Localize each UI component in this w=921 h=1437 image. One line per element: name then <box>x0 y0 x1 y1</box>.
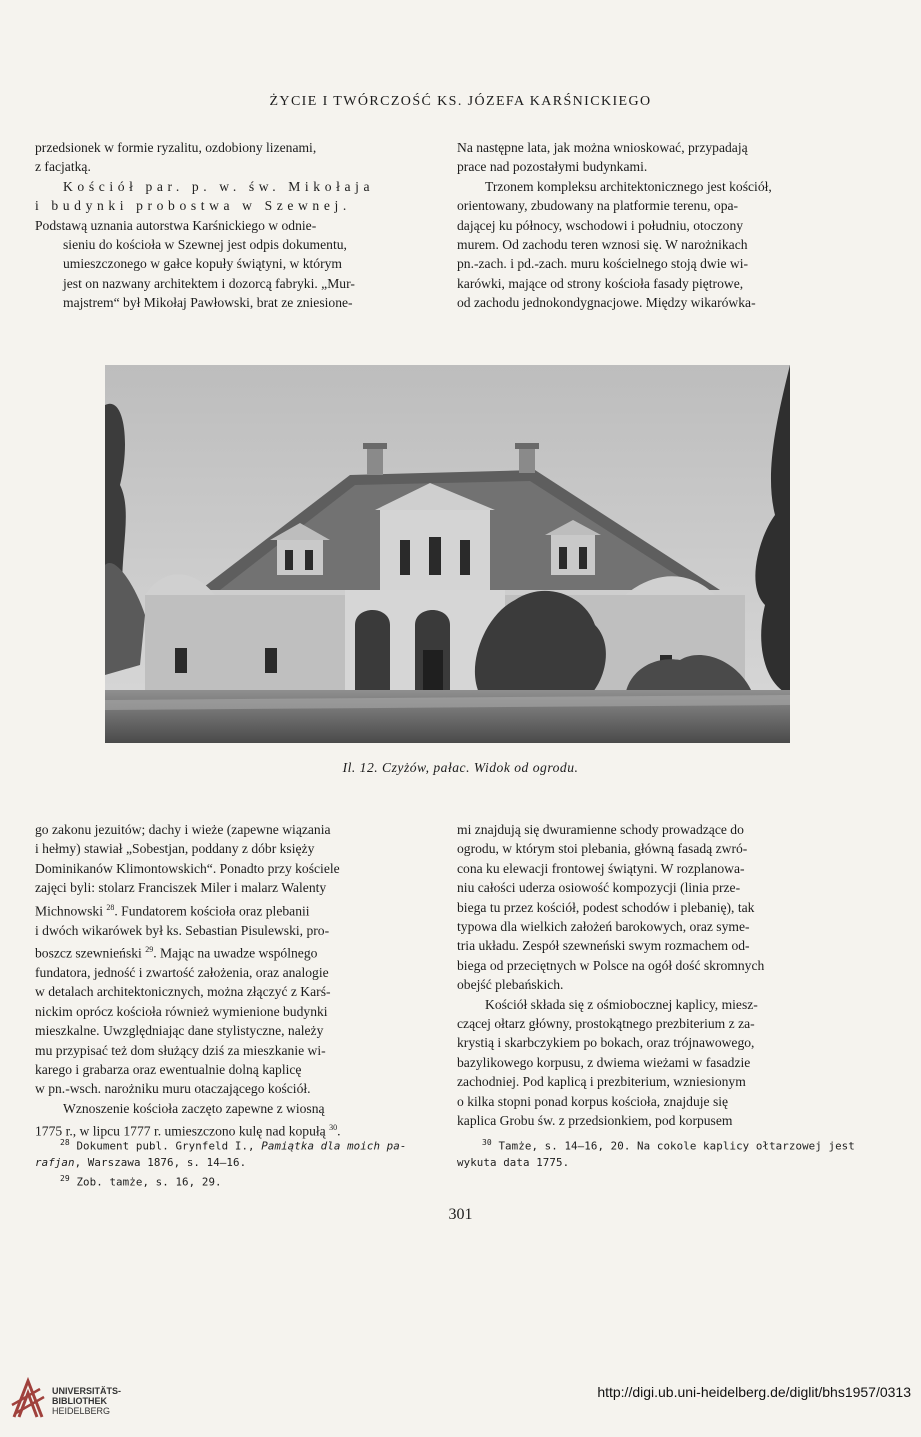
footnote-text: Dokument publ. Grynfeld I., <box>76 1139 262 1153</box>
text-line: zachodniej. Pod kaplicą i prezbiterium, wzniesionym <box>457 1074 746 1090</box>
footnote-title: Pamiątka dla moich pa- <box>261 1139 407 1153</box>
text-line: majstrem“ był Mikołaj Pawłowski, brat ze zniesione- <box>63 295 353 311</box>
text-line: biega od przeciętnych w Polsce na ogół dość skromnych <box>457 957 765 973</box>
text-line: Trzonem kompleksu architektonicznego jest kościół, <box>485 178 772 194</box>
text-line <box>35 898 435 921</box>
text-line: tria układu. Zespół szewneński swym rozmachem od- <box>457 938 750 954</box>
library-name-line: BIBLIOTHEK <box>52 1396 107 1406</box>
text-line: bazylikowego korpusu, z dwiema wieżami w fasadzie <box>457 1054 751 1070</box>
text-line: mieszkalne. Uwzględniając dane stylistyczne, należy <box>35 1023 324 1039</box>
paragraph <box>457 138 857 177</box>
footnote-30-cont <box>457 1155 872 1171</box>
text-line: z facjatką. <box>35 159 91 175</box>
text-line: obejść plebańskich. <box>457 977 564 993</box>
text-line: murem. Od zachodu teren wznosi się. W narożnikach <box>457 237 748 253</box>
text-line: czącej ołtarz główny, prostokątnego prezbiterium z za- <box>457 1016 755 1032</box>
text-line: przedsionek w formie ryzalitu, ozdobiony lizenami, <box>35 140 317 155</box>
footnote-29 <box>60 1171 440 1191</box>
paragraph <box>457 820 857 995</box>
paragraph <box>35 138 435 177</box>
text-line: Wznoszenie kościoła zaczęto zapewne z wiosną <box>63 1100 325 1116</box>
text-line: w detalach architektonicznych, można złączyć z Karś- <box>35 984 331 1000</box>
section-heading-spaced: i budynki probostwa w Szewnej. <box>35 198 351 214</box>
figure-caption: Il. 12. Czyżów, pałac. Widok od ogrodu. <box>342 760 579 775</box>
footnote-title: rafjan <box>35 1155 75 1169</box>
footnote-text: Zob. tamże, s. 16, 29. <box>76 1175 222 1189</box>
text-line: prace nad pozostałymi budynkami. <box>457 159 648 175</box>
footnote-ref-28[interactable]: 28 <box>106 902 115 912</box>
text-fragment: Michnowski <box>35 903 103 919</box>
footnote-ref-30[interactable]: 30 <box>329 1123 338 1133</box>
footnotes-right <box>457 1135 872 1171</box>
university-library-logo-icon <box>10 1377 46 1421</box>
paragraph <box>35 177 435 313</box>
footnote-ref-29[interactable]: 29 <box>145 944 154 954</box>
text-line: go zakonu jezuitów; dachy i wieże (zapewne wiązania <box>35 822 331 837</box>
text-line: biega tu przez kościół, podest schodów i plebanię), tak <box>457 899 755 915</box>
text-line: fundatora, jedność i zwartość założenia, oraz analogie <box>35 964 329 980</box>
text-line: nickim oprócz kościoła również wymienione budynki <box>35 1003 328 1019</box>
text-line: i hełmy) stawiał „Sobestjan, poddany z dóbr księży <box>35 841 315 857</box>
library-name <box>52 1386 121 1416</box>
text-line: karówki, mające od strony kościoła fasady piętrowe, <box>457 275 744 291</box>
text-line: zajęci byli: stolarz Franciszek Miler i malarz Walenty <box>35 880 327 896</box>
text-line: Podstawą uznania autorstwa Karśnickiego w odnie- <box>35 217 317 233</box>
text-fragment: . Mając na uwadze wspólnego <box>153 945 318 961</box>
text-line: ogrodu, w którym stoi plebania, główną fasadą zwró- <box>457 841 748 857</box>
page-number: 301 <box>448 1206 473 1223</box>
palace-illustration <box>105 365 790 743</box>
text-line: sieniu do kościoła w Szewnej jest odpis dokumentu, <box>63 237 347 253</box>
footnote-text: wykuta data 1775. <box>457 1155 570 1169</box>
text-column-bottom-right <box>457 820 857 1131</box>
paragraph <box>35 820 435 1099</box>
text-line: karego i grabarza oraz ewentualnie dolną kaplicę <box>35 1061 302 1077</box>
footnote-28 <box>60 1135 440 1155</box>
footnote-text: , Warszawa 1876, s. 14—16. <box>74 1155 247 1169</box>
footnote-30 <box>482 1135 872 1155</box>
text-line: kaplica Grobu św. z przedsionkiem, pod korpusem <box>457 1113 733 1129</box>
text-line <box>35 940 435 963</box>
text-fragment: . Fundatorem kościoła oraz plebanii <box>114 903 310 919</box>
paragraph <box>457 177 857 313</box>
text-column-top-right <box>457 138 857 313</box>
footnote-number: 30 <box>482 1138 492 1147</box>
text-fragment: . <box>337 1123 341 1139</box>
text-line: dającej ku północy, wschodowi i południu, otoczony <box>457 217 744 233</box>
text-line: krystią i skarbczykiem po bokach, oraz trójnawowego, <box>457 1035 755 1051</box>
footnote-number: 29 <box>60 1173 70 1183</box>
text-column-top-left <box>35 138 435 313</box>
library-name-line: UNIVERSITÄTS- <box>52 1386 122 1396</box>
text-line: cona ku elewacji frontowej świątyni. W rozplanowa- <box>457 860 745 876</box>
text-line: Kościół składa się z ośmiobocznej kaplicy, miesz- <box>485 996 758 1012</box>
text-line: typowa dla wielkich założeń barokowych, oraz syme- <box>457 919 750 935</box>
footnote-number: 28 <box>60 1138 70 1147</box>
text-line: w pn.-wsch. narożniku muru otaczającego kościół. <box>35 1081 311 1097</box>
paragraph <box>457 995 857 1131</box>
text-line: pn.-zach. i pd.-zach. muru kościelnego stoją dwie wi- <box>457 256 749 272</box>
footnotes-left <box>35 1135 440 1190</box>
library-name-line: HEIDELBERG <box>52 1406 111 1416</box>
palace-photograph <box>105 365 790 743</box>
text-fragment: boszcz szewnieński <box>35 945 142 961</box>
footnote-28-cont <box>35 1155 440 1171</box>
footnote-text: Tamże, s. 14—16, 20. Na cokole kaplicy ołtarzowej jest <box>498 1139 855 1153</box>
text-line: o kilka stopni ponad korpus kościoła, znajduje się <box>457 1093 729 1109</box>
text-column-bottom-left <box>35 820 435 1141</box>
text-line: od zachodu jednokondygnacjowe. Między wikarówka- <box>457 295 756 311</box>
text-line: mi znajdują się dwuramienne schody prowadzące do <box>457 822 744 837</box>
text-line: orientowany, zbudowany na platformie terenu, opa- <box>457 198 739 214</box>
text-line: niu całości uderza osiowość kompozycji (linia prze- <box>457 880 741 896</box>
section-heading-spaced: Kościół par. p. w. św. Mikołaja <box>63 178 375 194</box>
text-line: umieszczonego w gałce kopuły świątyni, w którym <box>63 256 342 272</box>
running-head: ŻYCIE I TWÓRCZOŚĆ KS. JÓZEFA KARŚNICKIEGO <box>269 94 652 109</box>
text-line: Na następne lata, jak można wnioskować, przypadają <box>457 140 748 155</box>
text-fragment: 1775 r., w lipcu 1777 r. umieszczono kulę nad kopułą <box>35 1123 326 1139</box>
text-line: i dwóch wikarówek był ks. Sebastian Pisulewski, pro- <box>35 922 330 938</box>
source-url-link[interactable]: http://digi.ub.uni-heidelberg.de/diglit/bhs1957/0313 <box>597 1384 911 1400</box>
text-line: Dominikanów Klimontowskich“. Ponadto przy kościele <box>35 860 340 876</box>
text-line: jest on nazwany architektem i dozorcą fabryki. „Mur- <box>63 275 355 291</box>
text-line: mu przypisać też dom służący dziś za mieszkanie wi- <box>35 1042 326 1058</box>
